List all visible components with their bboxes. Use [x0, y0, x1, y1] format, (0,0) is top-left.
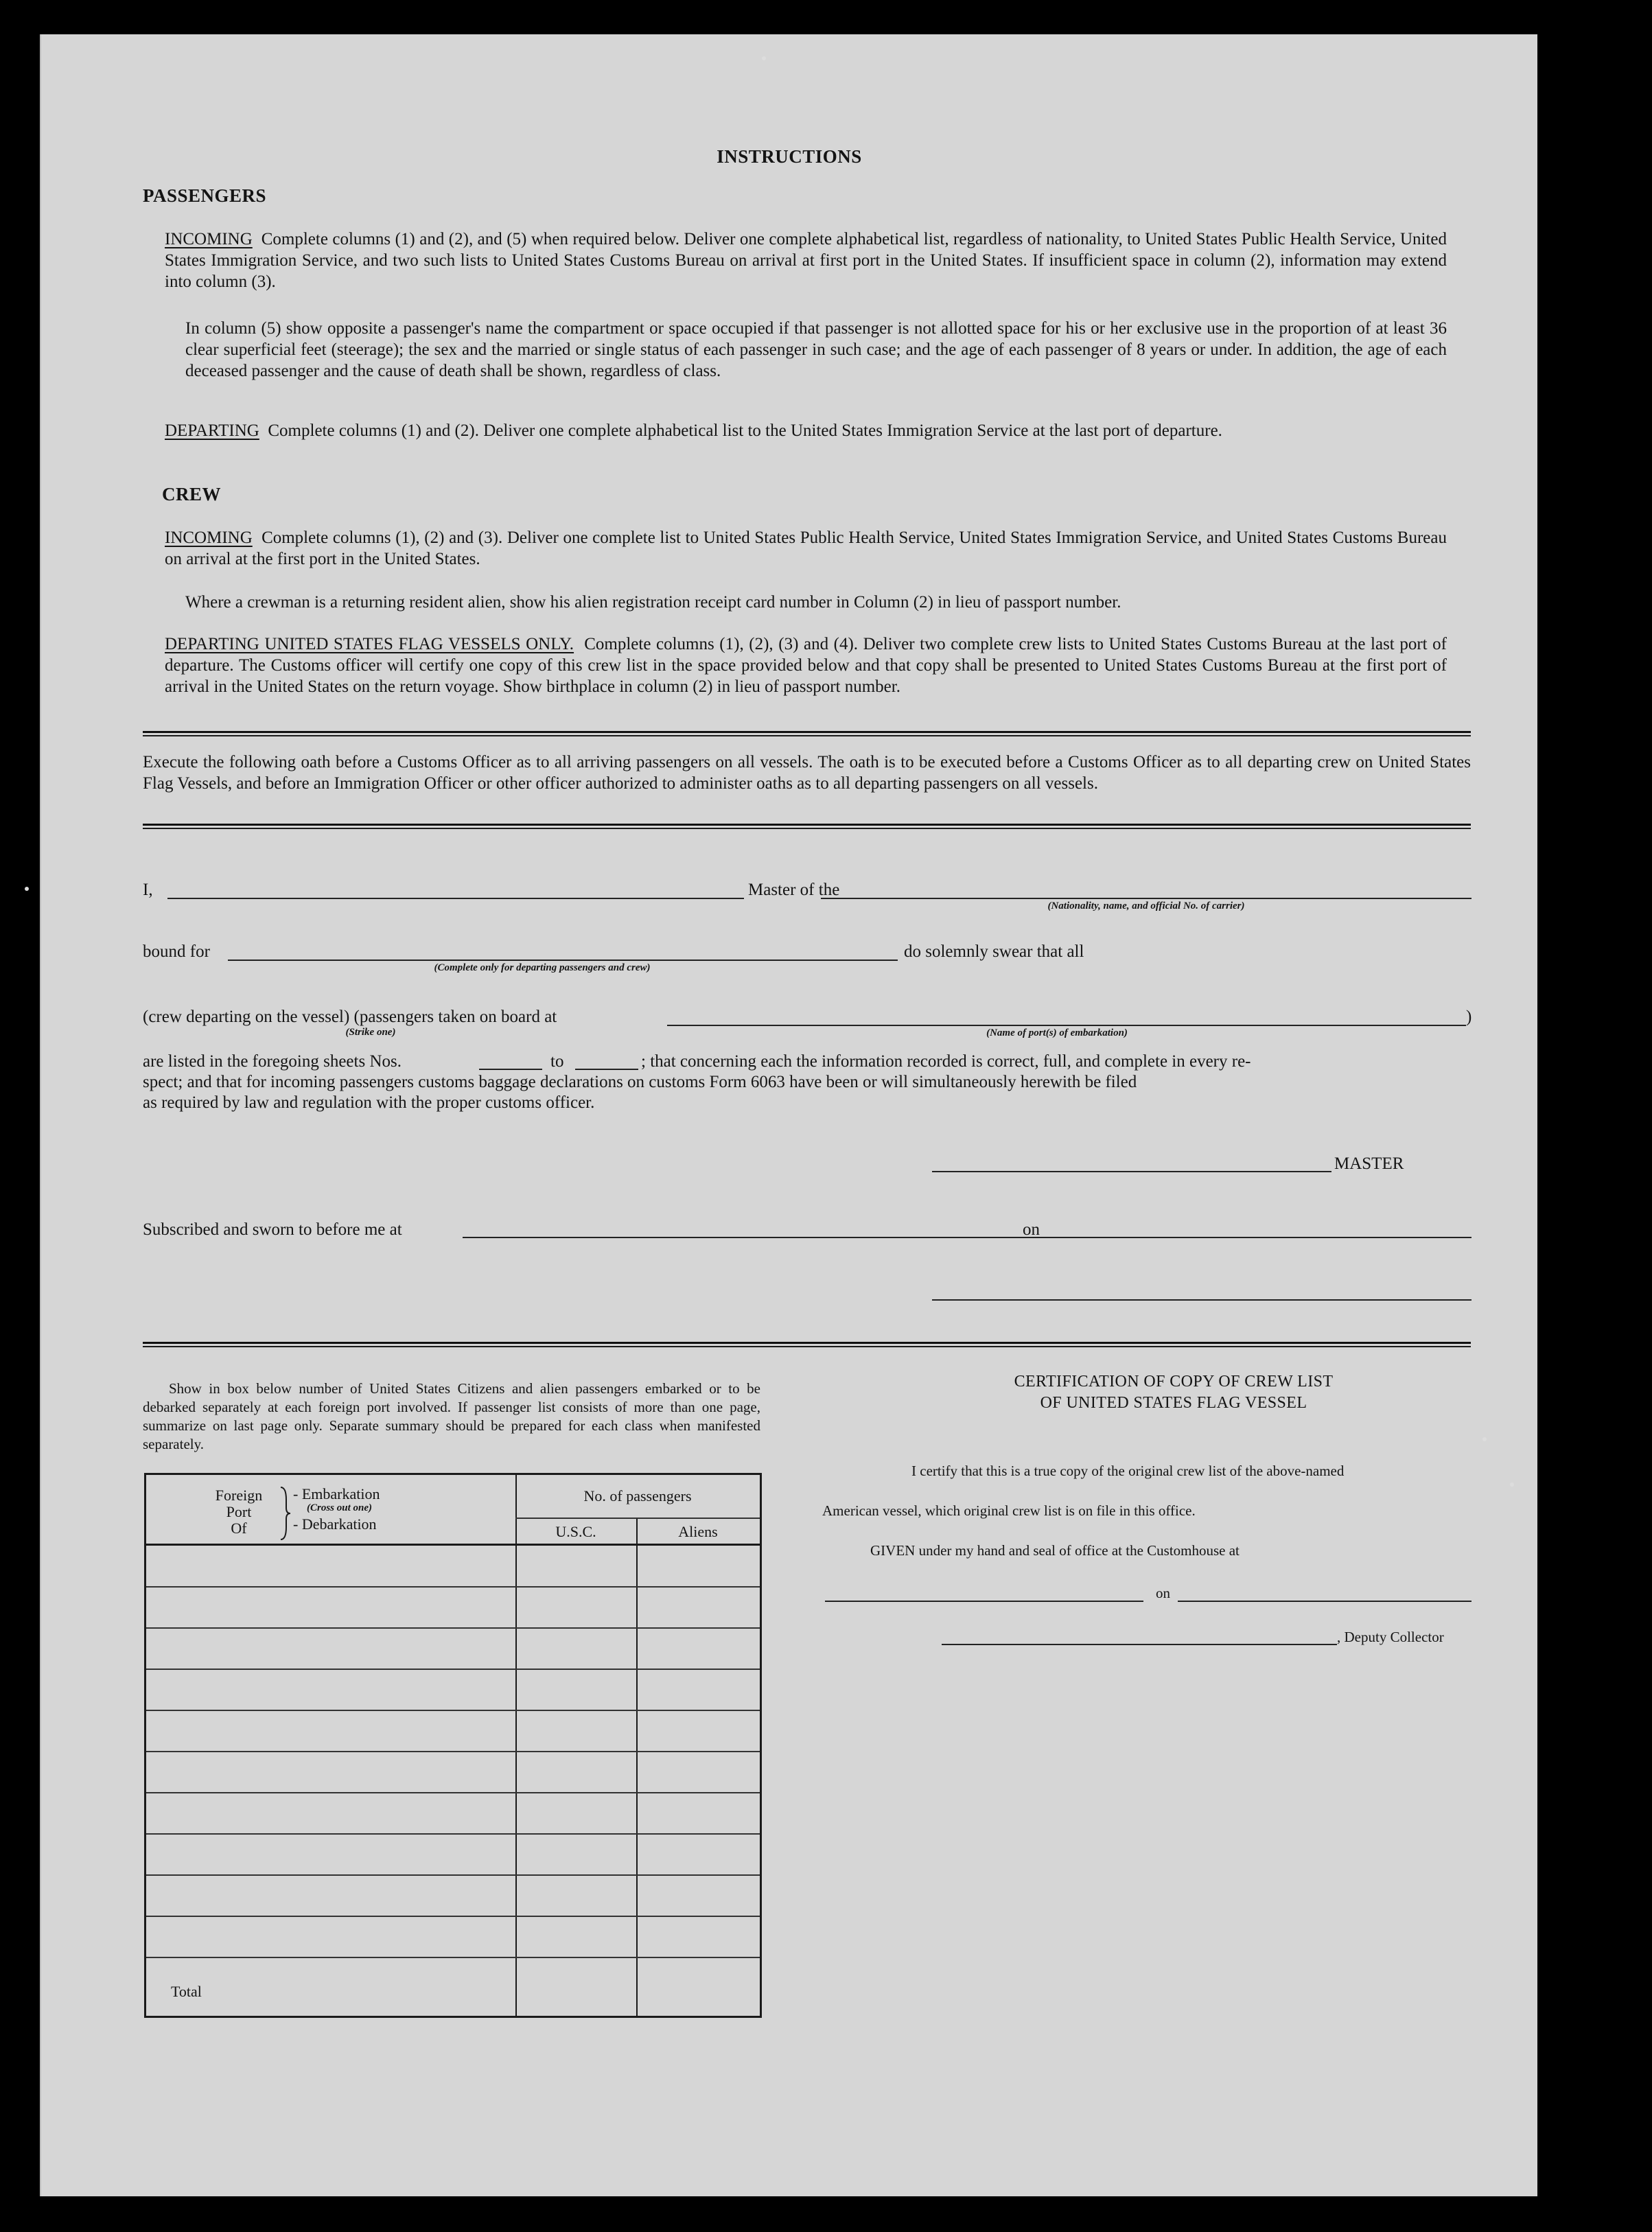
column-divider: [515, 1475, 517, 2016]
speck: [1482, 1437, 1487, 1441]
strike-one-note: (Strike one): [345, 1027, 396, 1038]
table-row: [146, 1669, 760, 1670]
carrier-note: (Nationality, name, and official No. of carrier): [1047, 900, 1245, 911]
crew-passengers-label: (crew departing on the vessel) (passengers taken on board at: [143, 1008, 557, 1026]
passengers-departing-paragraph: [165, 420, 1447, 441]
crew-departing-paragraph: [165, 633, 1447, 697]
ports-note: (Name of port(s) of embarkation): [986, 1027, 1128, 1038]
passengers-incoming-text: Complete columns (1) and (2), and (5) when required below. Deliver one complete alphabetical list, regardless of nationality, to United States Public Health Service, United States Immigration Service, and two such lists to United States Customs Bureau on arrival at first port in the United States. If insufficient space in column (2), information may extend into column (3).: [165, 230, 1447, 291]
divider: [143, 824, 1471, 826]
form-page: [40, 34, 1537, 2196]
brace-icon: [279, 1486, 292, 1541]
certification-title-line1: CERTIFICATION OF COPY OF CREW LIST: [1014, 1373, 1334, 1391]
table-row: [146, 1916, 760, 1917]
crew-incoming-text: Complete columns (1), (2) and (3). Deliver one complete list to United States Public Health Service, United States Immigration Service, and United States Customs Bureau on arrival at the first port in the United States.: [165, 528, 1447, 568]
passengers-departing-text: Complete columns (1) and (2). Deliver one complete alphabetical list to the United States Immigration Service at the last port of departure.: [268, 421, 1222, 440]
crew-incoming-label: INCOMING: [165, 528, 253, 547]
to-label: to: [550, 1052, 564, 1071]
officer-signature-field[interactable]: [932, 1299, 1471, 1301]
table-row: [146, 1627, 760, 1629]
of-text: Of: [231, 1520, 247, 1537]
crew-heading: CREW: [162, 484, 222, 504]
header-divider: [515, 1518, 760, 1519]
bound-for-label: bound for: [143, 942, 210, 961]
column-divider: [636, 1518, 638, 2016]
subscribed-on-label: on: [1023, 1220, 1040, 1239]
deputy-collector-label: , Deputy Collector: [1337, 1629, 1444, 1645]
passengers-heading: PASSENGERS: [143, 185, 267, 206]
close-paren: ): [1466, 1008, 1472, 1026]
table-row: [146, 1792, 760, 1793]
header-bottom: [146, 1544, 760, 1546]
given-text: GIVEN under my hand and seal of office at the Customhouse at: [870, 1542, 1240, 1559]
usc-header: U.S.C.: [555, 1523, 596, 1540]
foreign-text: Foreign: [215, 1487, 263, 1504]
bound-for-note: (Complete only for departing passengers and crew): [434, 962, 651, 973]
no-passengers-header: No. of passengers: [583, 1487, 692, 1504]
master-of-label: Master of the: [748, 881, 840, 899]
deputy-signature-field[interactable]: [942, 1644, 1337, 1645]
passengers-incoming-paragraph: [165, 229, 1447, 292]
swear-label: do solemnly swear that all: [904, 942, 1084, 961]
divider: [143, 735, 1471, 736]
table-row: [146, 1751, 760, 1752]
subscribed-label: Subscribed and sworn to before me at: [143, 1220, 402, 1239]
divider: [143, 828, 1471, 829]
total-label: Total: [171, 1983, 202, 2000]
embarkation-port-field[interactable]: [667, 1025, 1466, 1026]
listed-text-d: as required by law and regulation with the proper customs officer.: [143, 1093, 595, 1112]
speck: [25, 887, 29, 891]
customhouse-field[interactable]: [825, 1601, 1143, 1602]
foreign-port-label: [201, 1487, 277, 1537]
divider: [143, 1346, 1471, 1347]
carrier-field[interactable]: [821, 898, 1471, 899]
bound-for-field[interactable]: [228, 960, 898, 961]
debarkation-label: - Debarkation: [293, 1515, 377, 1533]
cross-out-note: (Cross out one): [307, 1502, 373, 1513]
embarkation-label: - Embarkation: [293, 1485, 380, 1502]
sheet-to-field[interactable]: [575, 1069, 638, 1070]
aliens-header: Aliens: [678, 1523, 718, 1540]
passengers-departing-label: DEPARTING: [165, 421, 259, 440]
master-name-field[interactable]: [167, 898, 744, 899]
speck: [762, 56, 766, 60]
divider: [143, 731, 1471, 733]
certification-on-label: on: [1156, 1585, 1170, 1601]
passenger-summary-table: [144, 1473, 762, 2018]
passengers-column5-paragraph: In column (5) show opposite a passenger's name the compartment or space occupied if that passenger is not allotted space for his or her exclusive use in the proportion of at least 36 clear superficial feet (steerage); the sex and the married or single status of each passenger in such case; and the age of each passenger of 8 years or under. In addition, the age of each deceased passenger and the cause of death shall be shown, regardless of class.: [185, 319, 1447, 380]
table-row: [146, 1710, 760, 1711]
certification-title: [865, 1371, 1482, 1414]
vessel-text: American vessel, which original crew list is on file in this office.: [822, 1502, 1196, 1519]
table-row: [146, 1874, 760, 1876]
master-label: MASTER: [1334, 1154, 1404, 1173]
oath-i-label: I,: [143, 881, 153, 899]
oath-intro: Execute the following oath before a Customs Officer as to all arriving passengers on all vessels. The oath is to be executed before a Customs Officer as to all departing crew on United States Flag Vessels, and before an Immigration Officer or other officer authorized to administer oaths as to all departing passengers on all vessels.: [143, 753, 1471, 793]
port-text: Port: [226, 1503, 252, 1520]
crew-departing-text: Complete columns (1), (2), (3) and (4). Deliver two complete crew lists to United States Customs Bureau at the last port of departure. The Customs officer will certify one copy of this crew list in the space provided below and that copy shall be presented to United States Customs Bureau at the first port of arrival in the United States on the return voyage. Show birthplace in column (2) in lieu of passport number.: [165, 635, 1447, 696]
sheet-from-field[interactable]: [479, 1069, 542, 1070]
summary-instruction: Show in box below number of United States Citizens and alien passengers embarked or to be debarked separately at each foreign port involved. If passenger list consists of more than one page, summarize on last page only. Separate summary should be prepared for each class when manifested separately.: [143, 1380, 760, 1452]
certification-date-field[interactable]: [1178, 1601, 1471, 1602]
subscribed-date-field[interactable]: [1049, 1237, 1471, 1238]
speck: [1510, 1483, 1514, 1487]
listed-text-c: spect; and that for incoming passengers customs baggage declarations on customs Form 6063 have been or will simultaneously herewith be filed: [143, 1073, 1137, 1091]
passengers-incoming-label: INCOMING: [165, 230, 253, 248]
crew-incoming-paragraph: [165, 527, 1447, 570]
page-title: INSTRUCTIONS: [717, 146, 862, 167]
crew-resident-paragraph: Where a crewman is a returning resident alien, show his alien registration receipt card number in Column (2) in lieu of passport number.: [185, 593, 1121, 612]
listed-text-b: ; that concerning each the information recorded is correct, full, and complete in every re-: [641, 1052, 1251, 1071]
table-row: [146, 1957, 760, 1958]
table-row: [146, 1586, 760, 1588]
subscribed-place-field[interactable]: [463, 1237, 1053, 1238]
certify-text: I certify that this is a true copy of the original crew list of the above-named: [911, 1463, 1345, 1479]
crew-departing-label: DEPARTING UNITED STATES FLAG VESSELS ONLY.: [165, 635, 574, 653]
divider: [143, 1342, 1471, 1344]
listed-label: are listed in the foregoing sheets Nos.: [143, 1052, 402, 1071]
certification-title-line2: OF UNITED STATES FLAG VESSEL: [1040, 1394, 1307, 1412]
table-row: [146, 1833, 760, 1835]
master-signature-field[interactable]: [932, 1171, 1331, 1172]
